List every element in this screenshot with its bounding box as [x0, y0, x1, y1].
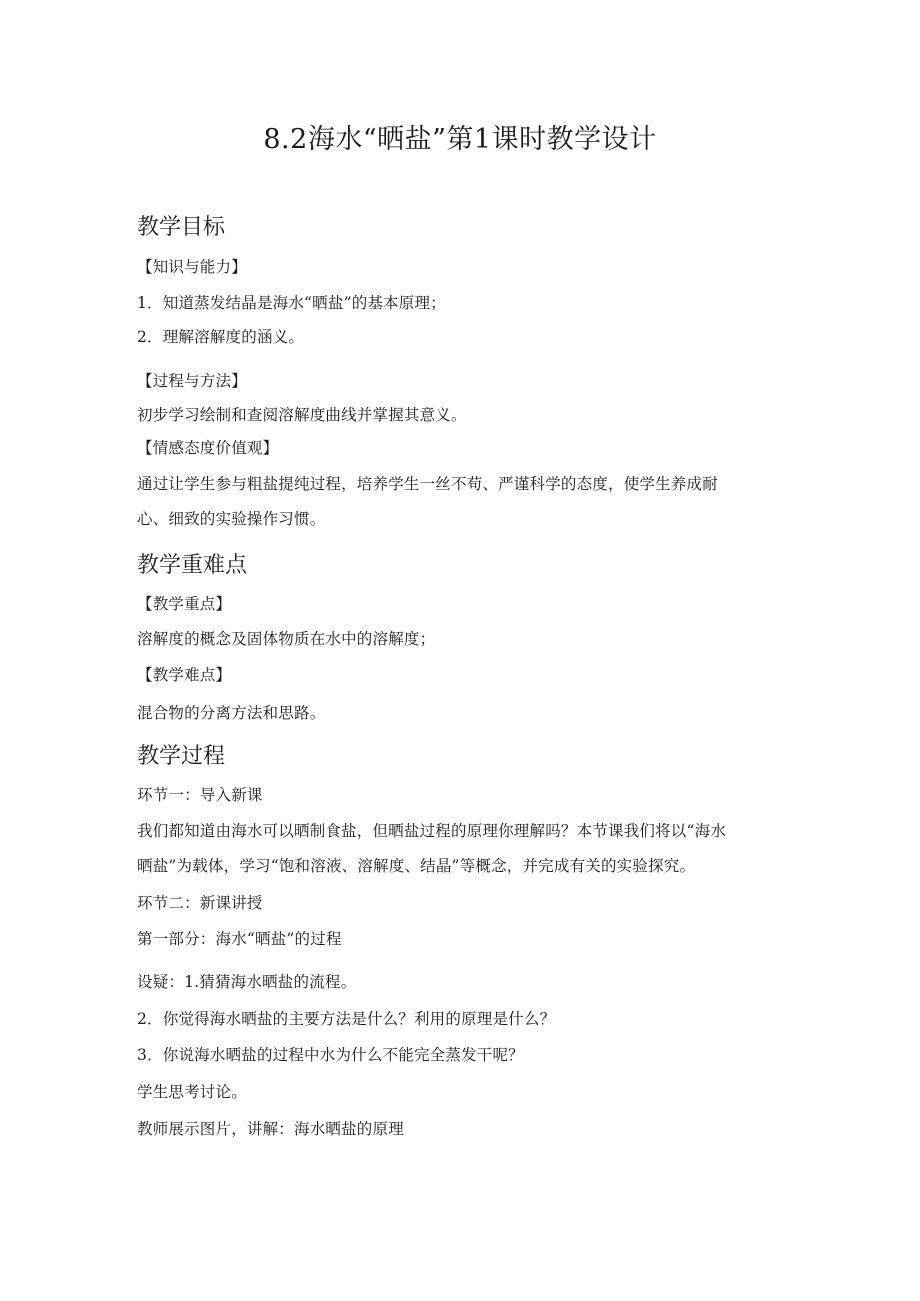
label-knowledge-ability: 【知识与能力】	[137, 258, 247, 276]
teaching-difficulty-text: 混合物的分离方法和思路。	[137, 704, 326, 722]
knowledge-item-2: 2．理解溶解度的涵义。	[137, 328, 305, 346]
label-attitude-values: 【情感态度价值观】	[137, 439, 279, 457]
label-teaching-difficulty: 【教学难点】	[137, 666, 232, 684]
attitude-values-text-line2: 心、细致的实验操作习惯。	[137, 510, 326, 528]
process-method-text: 初步学习绘制和查阅溶解度曲线并掌握其意义。	[137, 406, 467, 424]
question-3: 3．你说海水晒盐的过程中水为什么不能完全蒸发干呢？	[137, 1046, 524, 1064]
step1-label: 环节一：导入新课	[137, 786, 263, 804]
heading-teaching-process: 教学过程	[137, 744, 226, 769]
student-activity: 学生思考讨论。	[137, 1083, 247, 1101]
question-2: 2．你觉得海水晒盐的主要方法是什么？利用的原理是什么？	[137, 1010, 556, 1028]
label-teaching-focus: 【教学重点】	[137, 595, 232, 613]
teaching-focus-text: 溶解度的概念及固体物质在水中的溶解度；	[137, 630, 436, 648]
label-process-method: 【过程与方法】	[137, 372, 247, 390]
attitude-values-text-line1: 通过让学生参与粗盐提纯过程，培养学生一丝不苟、严谨科学的态度，使学生养成耐	[137, 475, 718, 493]
heading-key-difficult-points: 教学重难点	[137, 553, 248, 578]
step1-text-line1: 我们都知道由海水可以晒制食盐，但晒盐过程的原理你理解吗？本节课我们将以“海水	[137, 822, 727, 840]
heading-teaching-goals: 教学目标	[137, 215, 226, 240]
document-title: 8.2海水“晒盐”第1课时教学设计	[263, 124, 657, 155]
part1-label: 第一部分：海水“晒盐”的过程	[137, 930, 342, 948]
knowledge-item-1: 1．知道蒸发结晶是海水“晒盐”的基本原理；	[137, 294, 446, 312]
question-1: 设疑：1.猜猜海水晒盐的流程。	[137, 973, 357, 991]
step1-text-line2: 晒盐”为载体，学习“饱和溶液、溶解度、结晶”等概念，并完成有关的实验探究。	[137, 857, 696, 875]
step2-label: 环节二：新课讲授	[137, 894, 263, 912]
teacher-activity: 教师展示图片，讲解：海水晒盐的原理	[137, 1120, 404, 1138]
